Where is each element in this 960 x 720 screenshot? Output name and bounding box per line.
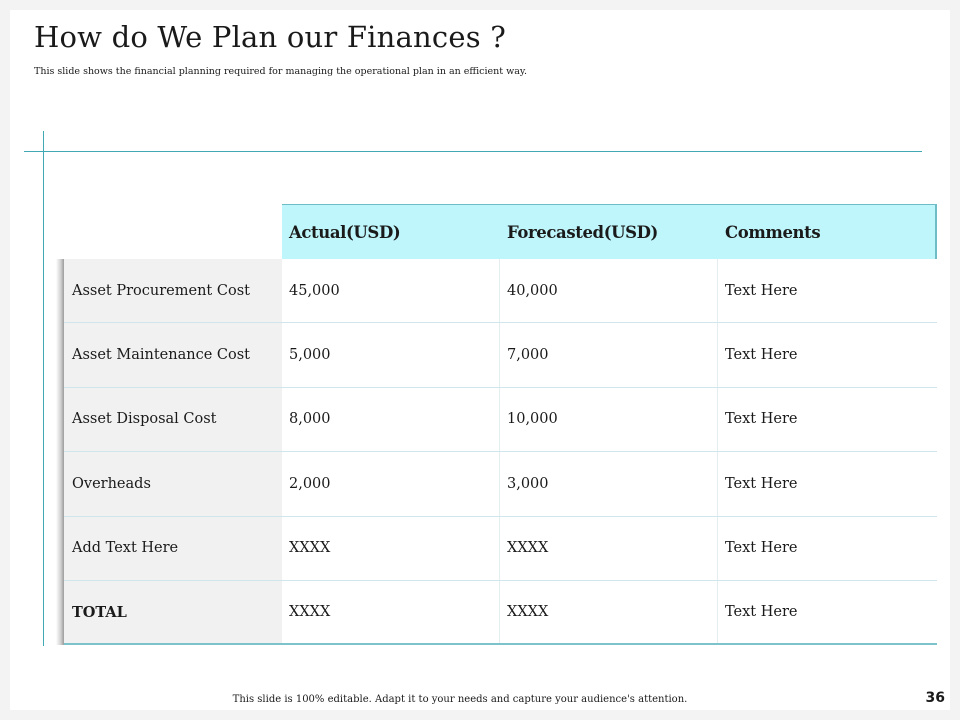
comment-value: Text Here (725, 347, 798, 364)
actual-value: 45,000 (282, 259, 500, 322)
row-label-total: TOTAL (64, 581, 282, 643)
actual-value: XXXX (282, 517, 500, 580)
forecast-value: XXXX (500, 517, 718, 580)
table-row (64, 452, 937, 516)
row-label: Asset Disposal Cost (64, 388, 282, 451)
forecast-value: 10,000 (500, 388, 718, 451)
forecast-value: 7,000 (500, 323, 718, 386)
table-row (64, 388, 937, 452)
accent-vertical-line (43, 131, 44, 646)
label-column-shadow (56, 259, 64, 645)
row-label: Asset Procurement Cost (64, 259, 282, 322)
actual-value: 2,000 (282, 452, 500, 515)
row-label: Asset Maintenance Cost (64, 323, 282, 386)
table-row (64, 323, 937, 387)
header-comments: Comments (718, 204, 937, 259)
forecast-value: 40,000 (500, 259, 718, 322)
table-body (64, 259, 937, 645)
table-row (64, 517, 937, 581)
header-actual: Actual(USD) (282, 204, 500, 259)
table-header-row (64, 204, 937, 259)
comment-value: Text Here (725, 411, 798, 428)
header-spacer (64, 204, 282, 259)
forecast-value: XXXX (500, 581, 718, 643)
accent-horizontal-line (24, 151, 922, 152)
row-label: Overheads (64, 452, 282, 515)
slide-subtitle: This slide shows the financial planning required for managing the operational plan in an efficient way. (34, 66, 528, 77)
actual-value: 8,000 (282, 388, 500, 451)
slide-title: How do We Plan our Finances ? (34, 20, 506, 54)
comment-value: Text Here (725, 475, 798, 492)
comment-value: Text Here (725, 604, 798, 621)
comment-value: Text Here (725, 540, 798, 557)
table-row (64, 259, 937, 323)
actual-value: 5,000 (282, 323, 500, 386)
slide (10, 10, 950, 710)
finance-table (64, 204, 937, 645)
row-label: Add Text Here (64, 517, 282, 580)
page-number: 36 (925, 690, 945, 706)
table-row-total (64, 581, 937, 645)
forecast-value: 3,000 (500, 452, 718, 515)
comment-value: Text Here (725, 282, 798, 299)
actual-value: XXXX (282, 581, 500, 643)
slide-footer: This slide is 100% editable. Adapt it to your needs and capture your audience's attention. (232, 694, 688, 705)
header-forecasted: Forecasted(USD) (500, 204, 718, 259)
